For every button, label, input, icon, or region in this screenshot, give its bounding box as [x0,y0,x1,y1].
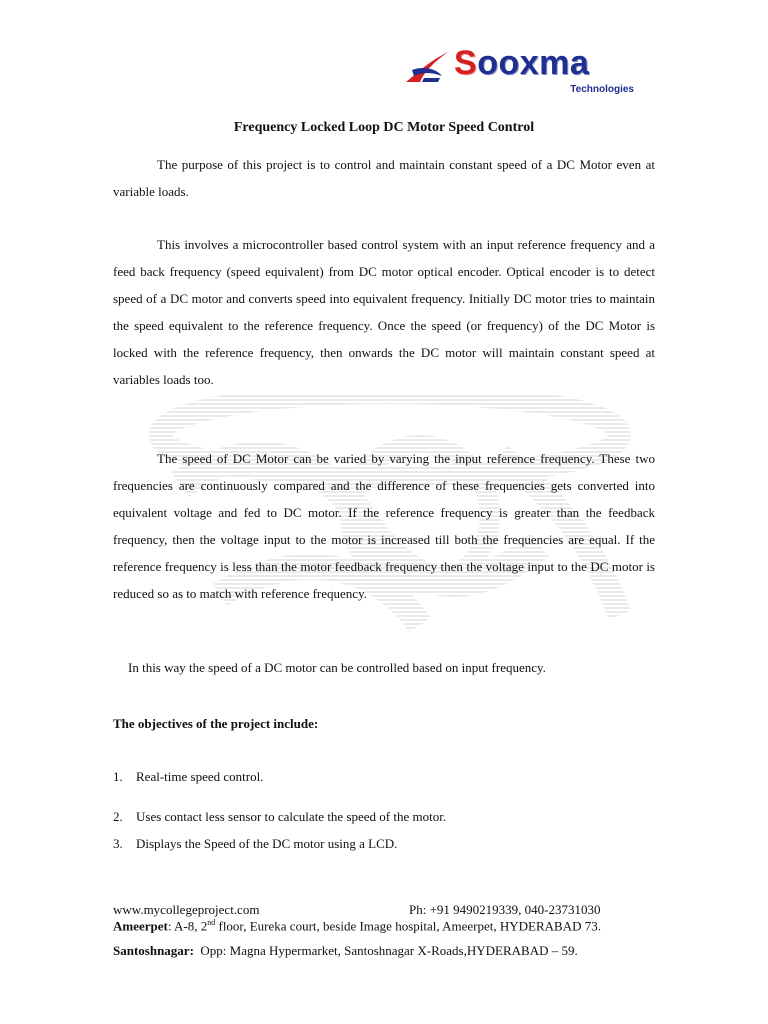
sooxma-logo [402,46,654,102]
swoosh-icon [402,48,452,88]
paragraph-summary: In this way the speed of a DC motor can be controlled based on input frequency. [128,660,546,675]
list-item: 2. Uses contact less sensor to calculate the speed of the motor. [113,809,447,824]
phone-numbers: Ph: +91 9490219339, 040-23731030 [409,902,601,917]
footer-ameerpet-address: Ameerpet: A-8, 2nd floor, Eureka court, beside Image hospital, Ameerpet, HYDERABAD 73. [113,918,602,934]
logo-name: Sooxma [454,44,590,82]
list-item: 1. Real-time speed control. [113,769,264,784]
footer-santoshnagar-address: Santoshnagar: Opp: Magna Hypermarket, Santoshnagar X-Roads,HYDERABAD – 59. [113,943,578,958]
document-title: Frequency Locked Loop DC Motor Speed Control [233,120,535,135]
list-item: 3. Displays the Speed of the DC motor using a LCD. [113,836,398,851]
paragraph-description: This involves a microcontroller based control system with an input reference frequency and a feed back frequency (speed equivalent) from DC motor optical encoder. Optical encoder is to detect speed of a DC motor and converts speed into equivalent frequency. Initially DC motor tries to maintain the speed equivalent to the reference frequency. Once the speed (or frequency) of the DC Motor is locked with the reference frequency, then onwards the DC motor will maintain constant speed at variables loads too. [113,237,655,387]
footer-contact-line [113,902,633,918]
website-link[interactable]: www.mycollegeproject.com [113,902,260,917]
paragraph-purpose: The purpose of this project is to control and maintain constant speed of a DC Motor even at variable loads. [113,157,655,199]
objectives-heading: The objectives of the project include: [113,716,319,731]
logo-subtitle: Technologies [570,84,634,95]
paragraph-speed-variation: The speed of DC Motor can be varied by varying the input reference frequency. These two frequencies are continuously compared and the difference of these frequencies gets converted into equivalent voltage and fed to DC motor. If the reference frequency is greater than the feedback frequency, then the voltage input to the motor is increased till both the frequencies are equal. If the reference frequency is less than the motor feedback frequency then the voltage input to the DC motor is reduced so as to match with reference frequency. [113,451,655,601]
